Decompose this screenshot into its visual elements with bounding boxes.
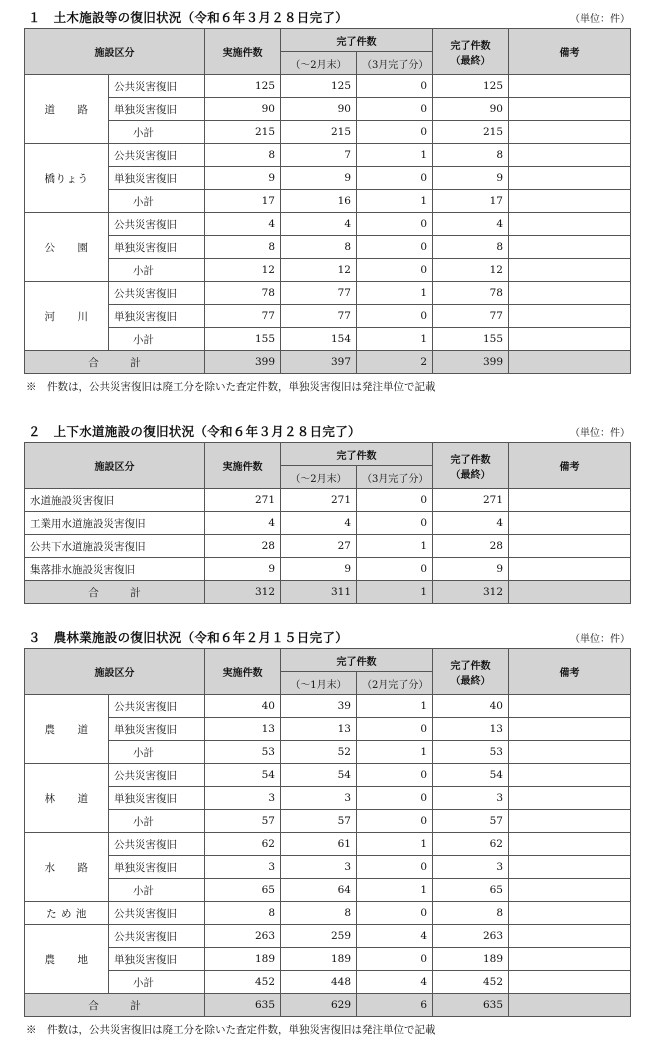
table-row bbox=[25, 328, 631, 351]
header-category: 施設区分 bbox=[25, 29, 205, 75]
row-label: 単独災害復旧 bbox=[109, 856, 205, 879]
table-row bbox=[25, 213, 631, 236]
cell-implemented: 9 bbox=[205, 167, 281, 190]
cell-implemented: 53 bbox=[205, 741, 281, 764]
section-header bbox=[24, 6, 630, 28]
section-water-facilities bbox=[24, 420, 630, 604]
cell-this-month: 1 bbox=[357, 328, 433, 351]
row-label: 公共災害復旧 bbox=[109, 833, 205, 856]
row-label: 単独災害復旧 bbox=[109, 718, 205, 741]
cell-this-month: 6 bbox=[357, 994, 433, 1017]
cell-remarks bbox=[509, 833, 631, 856]
cell-by-end: 61 bbox=[281, 833, 357, 856]
row-label: 公共下水道施設災害復旧 bbox=[25, 535, 205, 558]
table-row bbox=[25, 787, 631, 810]
header-remarks: 備考 bbox=[509, 443, 631, 489]
cell-this-month: 0 bbox=[357, 718, 433, 741]
row-label: 小計 bbox=[109, 328, 205, 351]
cell-final: 17 bbox=[433, 190, 509, 213]
cell-remarks bbox=[509, 558, 631, 581]
header-remarks: 備考 bbox=[509, 29, 631, 75]
cell-this-month: 4 bbox=[357, 925, 433, 948]
cell-remarks bbox=[509, 695, 631, 718]
cell-implemented: 312 bbox=[205, 581, 281, 604]
cell-by-end: 9 bbox=[281, 167, 357, 190]
cell-implemented: 78 bbox=[205, 282, 281, 305]
cell-by-end: 13 bbox=[281, 718, 357, 741]
header-completed: 完了件数 bbox=[281, 29, 433, 52]
cell-this-month: 1 bbox=[357, 282, 433, 305]
cell-final: 57 bbox=[433, 810, 509, 833]
cell-final: 12 bbox=[433, 259, 509, 282]
header-row bbox=[25, 443, 631, 466]
cell-this-month: 1 bbox=[357, 190, 433, 213]
row-label: 公共災害復旧 bbox=[109, 75, 205, 98]
cell-final: 8 bbox=[433, 144, 509, 167]
cell-remarks bbox=[509, 167, 631, 190]
cell-this-month: 0 bbox=[357, 236, 433, 259]
table-row bbox=[25, 489, 631, 512]
agri-facilities-table bbox=[24, 648, 631, 1017]
cell-remarks bbox=[509, 121, 631, 144]
table-row bbox=[25, 718, 631, 741]
cell-final: 8 bbox=[433, 902, 509, 925]
table-row bbox=[25, 512, 631, 535]
table-row bbox=[25, 741, 631, 764]
cell-this-month: 1 bbox=[357, 144, 433, 167]
group-name: 農 地 bbox=[25, 925, 109, 994]
cell-remarks bbox=[509, 351, 631, 374]
cell-final: 53 bbox=[433, 741, 509, 764]
cell-this-month: 0 bbox=[357, 558, 433, 581]
footnote: ※ 件数は，公共災害復旧は廃工分を除いた査定件数，単独災害復旧は発注単位で記載 bbox=[26, 1024, 436, 1036]
table-row bbox=[25, 856, 631, 879]
cell-this-month: 0 bbox=[357, 121, 433, 144]
cell-by-end: 8 bbox=[281, 236, 357, 259]
section-header bbox=[24, 420, 630, 442]
cell-this-month: 0 bbox=[357, 259, 433, 282]
group-name: 道 路 bbox=[25, 75, 109, 144]
cell-final: 65 bbox=[433, 879, 509, 902]
footnote: ※ 件数は，公共災害復旧は廃工分を除いた査定件数，単独災害復旧は発注単位で記載 bbox=[26, 381, 436, 393]
header-final-line2: （最終） bbox=[450, 55, 491, 67]
cell-by-end: 16 bbox=[281, 190, 357, 213]
cell-final: 77 bbox=[433, 305, 509, 328]
cell-this-month: 2 bbox=[357, 351, 433, 374]
total-label: 合 計 bbox=[25, 994, 205, 1017]
section-title: １ 土木施設等の復旧状況（令和６年３月２８日完了） bbox=[28, 10, 349, 25]
cell-final: 155 bbox=[433, 328, 509, 351]
cell-remarks bbox=[509, 925, 631, 948]
cell-by-end: 52 bbox=[281, 741, 357, 764]
cell-by-end: 64 bbox=[281, 879, 357, 902]
cell-this-month: 1 bbox=[357, 695, 433, 718]
row-label: 公共災害復旧 bbox=[109, 213, 205, 236]
cell-implemented: 8 bbox=[205, 902, 281, 925]
cell-remarks bbox=[509, 948, 631, 971]
cell-this-month: 0 bbox=[357, 305, 433, 328]
table-row bbox=[25, 167, 631, 190]
header-completed-sub2: （2月完了分） bbox=[357, 672, 433, 695]
cell-remarks bbox=[509, 144, 631, 167]
cell-implemented: 399 bbox=[205, 351, 281, 374]
group-name: 河 川 bbox=[25, 282, 109, 351]
cell-final: 54 bbox=[433, 764, 509, 787]
table-row bbox=[25, 833, 631, 856]
cell-by-end: 12 bbox=[281, 259, 357, 282]
header-row bbox=[25, 29, 631, 52]
row-label: 単独災害復旧 bbox=[109, 948, 205, 971]
cell-remarks bbox=[509, 328, 631, 351]
cell-remarks bbox=[509, 535, 631, 558]
table-row bbox=[25, 810, 631, 833]
cell-implemented: 54 bbox=[205, 764, 281, 787]
cell-remarks bbox=[509, 259, 631, 282]
header-final-line1: 完了件数 bbox=[450, 40, 491, 52]
group-name: 水 路 bbox=[25, 833, 109, 902]
header-category: 施設区分 bbox=[25, 649, 205, 695]
cell-implemented: 13 bbox=[205, 718, 281, 741]
total-row bbox=[25, 994, 631, 1017]
table-row bbox=[25, 98, 631, 121]
cell-remarks bbox=[509, 994, 631, 1017]
cell-this-month: 0 bbox=[357, 213, 433, 236]
header-final-line1: 完了件数 bbox=[450, 660, 491, 672]
row-label: 公共災害復旧 bbox=[109, 282, 205, 305]
cell-final: 312 bbox=[433, 581, 509, 604]
cell-final: 189 bbox=[433, 948, 509, 971]
header-completed-final bbox=[433, 29, 509, 75]
row-label: 単独災害復旧 bbox=[109, 98, 205, 121]
cell-this-month: 0 bbox=[357, 787, 433, 810]
cell-implemented: 8 bbox=[205, 144, 281, 167]
cell-implemented: 77 bbox=[205, 305, 281, 328]
row-label: 公共災害復旧 bbox=[109, 764, 205, 787]
cell-remarks bbox=[509, 98, 631, 121]
cell-remarks bbox=[509, 971, 631, 994]
cell-implemented: 40 bbox=[205, 695, 281, 718]
section-title: ３ 農林業施設の復旧状況（令和６年２月１５日完了） bbox=[28, 630, 349, 645]
cell-final: 4 bbox=[433, 512, 509, 535]
section-civil-facilities bbox=[24, 6, 630, 394]
table-row bbox=[25, 121, 631, 144]
cell-final: 452 bbox=[433, 971, 509, 994]
table-row bbox=[25, 971, 631, 994]
row-label: 単独災害復旧 bbox=[109, 787, 205, 810]
cell-implemented: 8 bbox=[205, 236, 281, 259]
cell-by-end: 3 bbox=[281, 787, 357, 810]
table-row bbox=[25, 879, 631, 902]
cell-remarks bbox=[509, 489, 631, 512]
civil-facilities-table bbox=[24, 28, 631, 374]
cell-by-end: 4 bbox=[281, 512, 357, 535]
table-row bbox=[25, 925, 631, 948]
cell-final: 9 bbox=[433, 167, 509, 190]
total-row bbox=[25, 351, 631, 374]
table-row bbox=[25, 305, 631, 328]
header-completed: 完了件数 bbox=[281, 649, 433, 672]
row-label: 公共災害復旧 bbox=[109, 695, 205, 718]
cell-final: 13 bbox=[433, 718, 509, 741]
cell-remarks bbox=[509, 305, 631, 328]
row-label: 公共災害復旧 bbox=[109, 902, 205, 925]
header-completed-sub1: （～2月末） bbox=[281, 52, 357, 75]
header-final-line2: （最終） bbox=[450, 675, 491, 687]
header-completed: 完了件数 bbox=[281, 443, 433, 466]
cell-final: 9 bbox=[433, 558, 509, 581]
table-row bbox=[25, 236, 631, 259]
row-label: 単独災害復旧 bbox=[109, 236, 205, 259]
row-label: 工業用水道施設災害復旧 bbox=[25, 512, 205, 535]
cell-remarks bbox=[509, 810, 631, 833]
cell-implemented: 452 bbox=[205, 971, 281, 994]
cell-this-month: 1 bbox=[357, 535, 433, 558]
cell-final: 28 bbox=[433, 535, 509, 558]
row-label: 公共災害復旧 bbox=[109, 925, 205, 948]
cell-final: 399 bbox=[433, 351, 509, 374]
cell-by-end: 397 bbox=[281, 351, 357, 374]
cell-implemented: 62 bbox=[205, 833, 281, 856]
table-row bbox=[25, 558, 631, 581]
row-label: 小計 bbox=[109, 810, 205, 833]
cell-by-end: 271 bbox=[281, 489, 357, 512]
table-row bbox=[25, 259, 631, 282]
row-label: 小計 bbox=[109, 741, 205, 764]
cell-by-end: 215 bbox=[281, 121, 357, 144]
row-label: 小計 bbox=[109, 121, 205, 144]
cell-remarks bbox=[509, 764, 631, 787]
header-remarks: 備考 bbox=[509, 649, 631, 695]
total-label: 合 計 bbox=[25, 351, 205, 374]
cell-implemented: 65 bbox=[205, 879, 281, 902]
total-label: 合 計 bbox=[25, 581, 205, 604]
cell-final: 3 bbox=[433, 856, 509, 879]
cell-implemented: 635 bbox=[205, 994, 281, 1017]
header-implemented: 実施件数 bbox=[205, 649, 281, 695]
cell-remarks bbox=[509, 282, 631, 305]
cell-implemented: 17 bbox=[205, 190, 281, 213]
total-row bbox=[25, 581, 631, 604]
group-name: 公 園 bbox=[25, 213, 109, 282]
cell-this-month: 0 bbox=[357, 98, 433, 121]
section-agri-facilities bbox=[24, 626, 630, 1037]
unit-label: （単位：件） bbox=[570, 14, 630, 25]
table-row bbox=[25, 695, 631, 718]
table-row bbox=[25, 948, 631, 971]
cell-by-end: 77 bbox=[281, 282, 357, 305]
cell-implemented: 3 bbox=[205, 787, 281, 810]
cell-final: 62 bbox=[433, 833, 509, 856]
cell-by-end: 311 bbox=[281, 581, 357, 604]
header-completed-sub1: （～2月末） bbox=[281, 466, 357, 489]
cell-this-month: 4 bbox=[357, 971, 433, 994]
cell-final: 3 bbox=[433, 787, 509, 810]
cell-this-month: 0 bbox=[357, 75, 433, 98]
cell-remarks bbox=[509, 213, 631, 236]
cell-final: 635 bbox=[433, 994, 509, 1017]
cell-by-end: 189 bbox=[281, 948, 357, 971]
header-completed-sub1: （～1月末） bbox=[281, 672, 357, 695]
cell-by-end: 125 bbox=[281, 75, 357, 98]
cell-this-month: 0 bbox=[357, 512, 433, 535]
cell-implemented: 271 bbox=[205, 489, 281, 512]
cell-implemented: 125 bbox=[205, 75, 281, 98]
cell-remarks bbox=[509, 879, 631, 902]
group-name: 農 道 bbox=[25, 695, 109, 764]
header-completed-final bbox=[433, 443, 509, 489]
cell-by-end: 77 bbox=[281, 305, 357, 328]
table-row bbox=[25, 535, 631, 558]
unit-label: （単位：件） bbox=[570, 634, 630, 645]
cell-implemented: 90 bbox=[205, 98, 281, 121]
cell-by-end: 39 bbox=[281, 695, 357, 718]
cell-final: 90 bbox=[433, 98, 509, 121]
header-implemented: 実施件数 bbox=[205, 443, 281, 489]
cell-by-end: 448 bbox=[281, 971, 357, 994]
table-row bbox=[25, 144, 631, 167]
cell-final: 263 bbox=[433, 925, 509, 948]
cell-by-end: 54 bbox=[281, 764, 357, 787]
cell-by-end: 90 bbox=[281, 98, 357, 121]
header-implemented: 実施件数 bbox=[205, 29, 281, 75]
cell-this-month: 0 bbox=[357, 764, 433, 787]
cell-this-month: 1 bbox=[357, 741, 433, 764]
cell-remarks bbox=[509, 787, 631, 810]
cell-by-end: 7 bbox=[281, 144, 357, 167]
header-final-line1: 完了件数 bbox=[450, 454, 491, 466]
cell-this-month: 0 bbox=[357, 948, 433, 971]
header-row bbox=[25, 649, 631, 672]
cell-this-month: 0 bbox=[357, 902, 433, 925]
cell-implemented: 12 bbox=[205, 259, 281, 282]
cell-final: 125 bbox=[433, 75, 509, 98]
cell-remarks bbox=[509, 190, 631, 213]
cell-remarks bbox=[509, 902, 631, 925]
water-facilities-table bbox=[24, 442, 631, 604]
cell-remarks bbox=[509, 75, 631, 98]
row-label: 単独災害復旧 bbox=[109, 167, 205, 190]
cell-by-end: 154 bbox=[281, 328, 357, 351]
cell-implemented: 4 bbox=[205, 512, 281, 535]
row-label: 公共災害復旧 bbox=[109, 144, 205, 167]
cell-final: 40 bbox=[433, 695, 509, 718]
cell-implemented: 4 bbox=[205, 213, 281, 236]
cell-this-month: 0 bbox=[357, 810, 433, 833]
row-label: 単独災害復旧 bbox=[109, 305, 205, 328]
cell-by-end: 3 bbox=[281, 856, 357, 879]
cell-remarks bbox=[509, 581, 631, 604]
header-final-line2: （最終） bbox=[450, 469, 491, 481]
cell-final: 215 bbox=[433, 121, 509, 144]
table-row bbox=[25, 282, 631, 305]
cell-implemented: 189 bbox=[205, 948, 281, 971]
cell-by-end: 629 bbox=[281, 994, 357, 1017]
cell-this-month: 0 bbox=[357, 489, 433, 512]
row-label: 小計 bbox=[109, 879, 205, 902]
header-completed-sub2: （3月完了分） bbox=[357, 466, 433, 489]
cell-implemented: 3 bbox=[205, 856, 281, 879]
cell-by-end: 4 bbox=[281, 213, 357, 236]
cell-by-end: 57 bbox=[281, 810, 357, 833]
cell-by-end: 8 bbox=[281, 902, 357, 925]
table-row bbox=[25, 75, 631, 98]
cell-this-month: 1 bbox=[357, 879, 433, 902]
header-completed-final bbox=[433, 649, 509, 695]
cell-implemented: 57 bbox=[205, 810, 281, 833]
cell-by-end: 259 bbox=[281, 925, 357, 948]
section-header bbox=[24, 626, 630, 648]
cell-this-month: 0 bbox=[357, 167, 433, 190]
cell-final: 271 bbox=[433, 489, 509, 512]
cell-this-month: 0 bbox=[357, 856, 433, 879]
cell-implemented: 28 bbox=[205, 535, 281, 558]
row-label: 小計 bbox=[109, 971, 205, 994]
cell-remarks bbox=[509, 741, 631, 764]
group-name: た め 池 bbox=[25, 902, 109, 925]
row-label: 水道施設災害復旧 bbox=[25, 489, 205, 512]
cell-implemented: 9 bbox=[205, 558, 281, 581]
table-row bbox=[25, 190, 631, 213]
row-label: 小計 bbox=[109, 259, 205, 282]
row-label: 集落排水施設災害復旧 bbox=[25, 558, 205, 581]
group-name: 林 道 bbox=[25, 764, 109, 833]
table-row bbox=[25, 764, 631, 787]
table-row bbox=[25, 902, 631, 925]
cell-by-end: 27 bbox=[281, 535, 357, 558]
header-completed-sub2: （3月完了分） bbox=[357, 52, 433, 75]
cell-implemented: 263 bbox=[205, 925, 281, 948]
unit-label: （単位：件） bbox=[570, 428, 630, 439]
cell-remarks bbox=[509, 856, 631, 879]
cell-implemented: 215 bbox=[205, 121, 281, 144]
cell-this-month: 1 bbox=[357, 581, 433, 604]
cell-implemented: 155 bbox=[205, 328, 281, 351]
cell-remarks bbox=[509, 718, 631, 741]
cell-final: 8 bbox=[433, 236, 509, 259]
header-category: 施設区分 bbox=[25, 443, 205, 489]
section-title: ２ 上下水道施設の復旧状況（令和６年３月２８日完了） bbox=[28, 424, 361, 439]
cell-by-end: 9 bbox=[281, 558, 357, 581]
row-label: 小計 bbox=[109, 190, 205, 213]
cell-this-month: 1 bbox=[357, 833, 433, 856]
cell-final: 78 bbox=[433, 282, 509, 305]
cell-remarks bbox=[509, 512, 631, 535]
cell-remarks bbox=[509, 236, 631, 259]
group-name: 橋りょう bbox=[25, 144, 109, 213]
cell-final: 4 bbox=[433, 213, 509, 236]
